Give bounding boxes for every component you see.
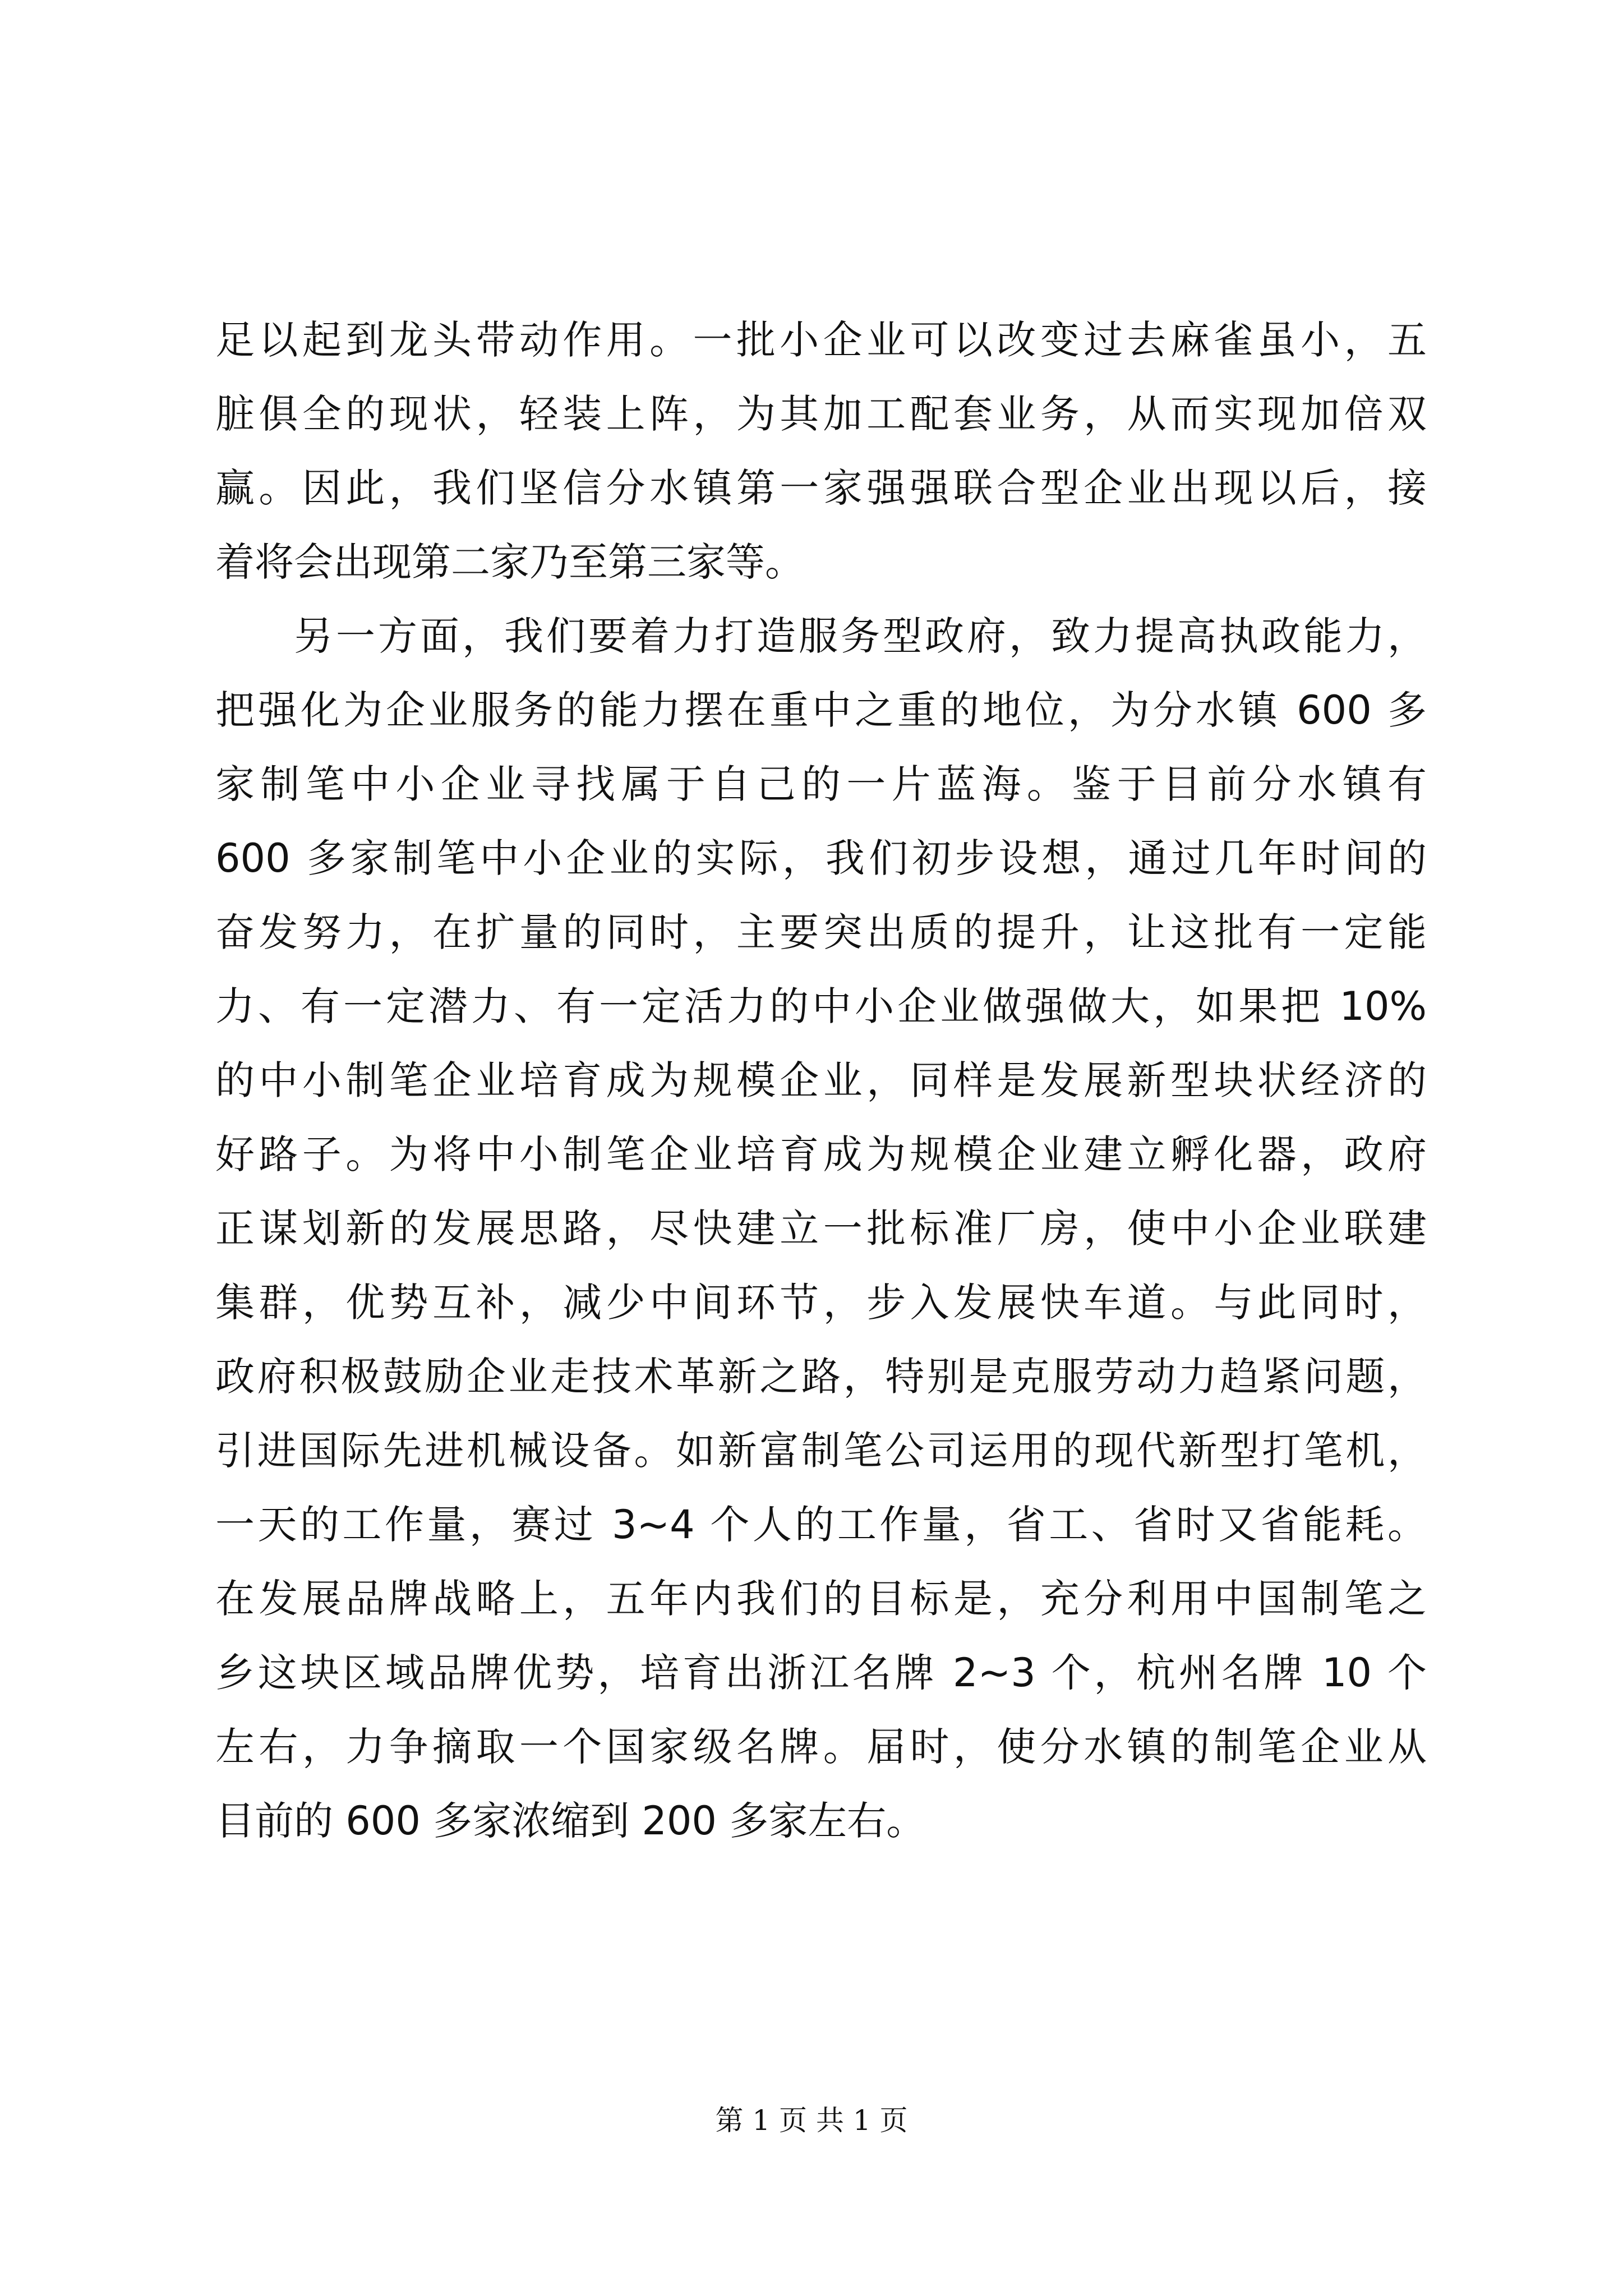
paragraph-2-line-16: 左右，力争摘取一个国家级名牌。届时，使分水镇的制笔企业从: [215, 1724, 1427, 1770]
paragraph-2-line-8: 好路子。为将中小制笔企业培育成为规模企业建立孵化器，政府: [215, 1131, 1427, 1177]
paragraph-2-line-1: 另一方面，我们要着力打造服务型政府，致力提高执政能力，: [294, 613, 1427, 659]
paragraph-2-line-4: 600 多家制笔中小企业的实际，我们初步设想，通过几年时间的: [215, 835, 1427, 881]
paragraph-1-line-4: 着将会出现第二家乃至第三家等。: [215, 539, 804, 585]
paragraph-2-line-5: 奋发努力，在扩量的同时，主要突出质的提升，让这批有一定能: [215, 909, 1427, 955]
paragraph-2-line-3: 家制笔中小企业寻找属于自己的一片蓝海。鉴于目前分水镇有: [215, 761, 1427, 807]
paragraph-2-line-6: 力、有一定潜力、有一定活力的中小企业做强做大，如果把 10%: [215, 983, 1427, 1029]
paragraph-2-line-2: 把强化为企业服务的能力摆在重中之重的地位，为分水镇 600 多: [215, 687, 1427, 733]
paragraph-2-line-14: 在发展品牌战略上，五年内我们的目标是，充分利用中国制笔之: [215, 1576, 1427, 1622]
paragraph-1-line-1: 足以起到龙头带动作用。一批小企业可以改变过去麻雀虽小，五: [215, 317, 1427, 363]
paragraph-2-line-9: 正谋划新的发展思路，尽快建立一批标准厂房，使中小企业联建: [215, 1205, 1427, 1251]
paragraph-2-line-11: 政府积极鼓励企业走技术革新之路，特别是克服劳动力趋紧问题，: [215, 1354, 1427, 1400]
paragraph-2-line-12: 引进国际先进机械设备。如新富制笔公司运用的现代新型打笔机，: [215, 1428, 1427, 1474]
paragraph-2-line-15: 乡这块区域品牌优势，培育出浙江名牌 2~3 个，杭州名牌 10 个: [215, 1650, 1427, 1696]
paragraph-2-line-10: 集群，优势互补，减少中间环节，步入发展快车道。与此同时，: [215, 1280, 1427, 1326]
paragraph-1-line-2: 脏俱全的现状，轻装上阵，为其加工配套业务，从而实现加倍双: [215, 391, 1427, 437]
page-footer: 第 1 页 共 1 页: [715, 2104, 908, 2137]
document-body: [215, 303, 1427, 1858]
paragraph-2-line-7: 的中小制笔企业培育成为规模企业，同样是发展新型块状经济的: [215, 1057, 1427, 1103]
paragraph-2-line-17: 目前的 600 多家浓缩到 200 多家左右。: [215, 1798, 926, 1844]
paragraph-2-line-13: 一天的工作量，赛过 3~4 个人的工作量，省工、省时又省能耗。: [215, 1502, 1427, 1548]
paragraph-1-line-3: 赢。因此，我们坚信分水镇第一家强强联合型企业出现以后，接: [215, 465, 1427, 511]
